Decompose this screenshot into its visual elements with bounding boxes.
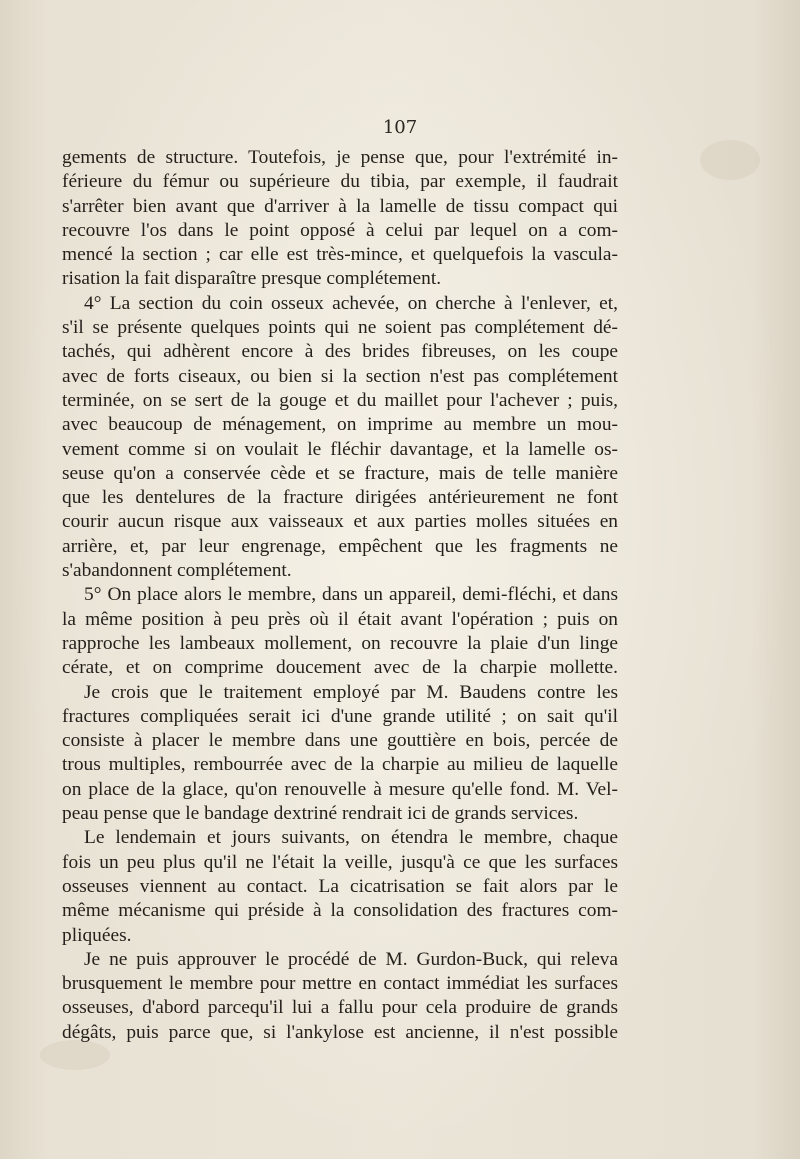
paragraph	[62, 948, 618, 1045]
paper-stain	[700, 140, 760, 180]
text-line: consiste à placer le membre dans une gouttière en bois, percée de	[62, 730, 618, 752]
text-line: 5° On place alors le membre, dans un appareil, demi-fléchi, et dans	[84, 584, 618, 606]
text-line: osseuses viennent au contact. La cicatrisation se fait alors par le	[62, 875, 618, 897]
text-line: s'arrêter bien avant que d'arriver à la lamelle de tissu compact qui	[62, 195, 618, 217]
text-line: Je crois que le traitement employé par M. Baudens contre les	[84, 681, 618, 703]
text-line: s'abandonnent complétement.	[62, 560, 292, 582]
text-line: risation la fait disparaître presque complétement.	[62, 268, 442, 290]
text-line: Le lendemain et jours suivants, on étendra le membre, chaque	[84, 827, 618, 849]
text-line: vement comme si on voulait le fléchir davantage, et la lamelle os-	[62, 438, 618, 460]
text-line: trous multiples, rembourrée avec de la charpie au milieu de laquelle	[62, 754, 618, 776]
text-line: que les dentelures de la fracture dirigées antérieurement ne font	[62, 487, 618, 509]
text-line: fois un peu plus qu'il ne l'était la veille, jusqu'à ce que les surfaces	[62, 851, 618, 873]
text-line: Je ne puis approuver le procédé de M. Gurdon-Buck, qui releva	[84, 948, 618, 970]
text-line: cérate, et on comprime doucement avec de la charpie mollette.	[62, 657, 618, 679]
text-line: terminée, on se sert de la gouge et du maillet pour l'achever ; puis,	[62, 389, 618, 411]
text-line: tachés, qui adhèrent encore à des brides fibreuses, on les coupe	[62, 341, 618, 363]
text-line: pliquées.	[62, 924, 132, 946]
text-line: avec de forts ciseaux, ou bien si la section n'est pas complétement	[62, 365, 618, 387]
paragraph	[62, 292, 618, 584]
text-line: brusquement le membre pour mettre en contact immédiat les surfaces	[62, 973, 618, 995]
text-line: osseuses, d'abord parcequ'il lui a fallu pour cela produire de grands	[62, 997, 618, 1019]
text-line: fractures compliquées serait ici d'une grande utilité ; on sait qu'il	[62, 705, 618, 727]
text-line: courir aucun risque aux vaisseaux et aux parties molles situées en	[62, 511, 618, 533]
page-number: 107	[382, 117, 418, 138]
text-line: la même position à peu près où il était avant l'opération ; puis on	[62, 608, 618, 630]
text-line: seuse qu'on a conservée cède et se fracture, mais de telle manière	[62, 462, 618, 484]
text-line: rapproche les lambeaux mollement, on recouvre la plaie d'un linge	[62, 632, 618, 654]
text-line: dégâts, puis parce que, si l'ankylose est ancienne, il n'est possible	[62, 1021, 618, 1043]
text-line: 4° La section du coin osseux achevée, on cherche à l'enlever, et,	[84, 292, 618, 314]
text-line: arrière, et, par leur engrenage, empêchent que les fragments ne	[62, 535, 618, 557]
text-line: on place de la glace, qu'on renouvelle à mesure qu'elle fond. M. Vel-	[62, 778, 618, 800]
text-line: férieure du fémur ou supérieure du tibia, par exemple, il faudrait	[62, 171, 618, 193]
text-line: s'il se présente quelques points qui ne soient pas complétement dé-	[62, 317, 618, 339]
text-line: peau pense que le bandage dextriné rendrait ici de grands services.	[62, 803, 579, 825]
text-line: même mécanisme qui préside à la consolidation des fractures com-	[62, 900, 618, 922]
paragraph	[62, 583, 618, 680]
text-line: gements de structure. Toutefois, je pense que, pour l'extrémité in-	[62, 147, 618, 168]
paragraph	[62, 146, 618, 292]
text-line: recouvre l'os dans le point opposé à celui par lequel on a com-	[62, 219, 618, 241]
text-line: avec beaucoup de ménagement, on imprime au membre un mou-	[62, 414, 618, 436]
text-line: mencé la section ; car elle est très-mince, et quelquefois la vascula-	[62, 244, 618, 266]
paragraph	[62, 681, 618, 827]
paragraph	[62, 826, 618, 947]
body-text	[62, 146, 618, 1045]
